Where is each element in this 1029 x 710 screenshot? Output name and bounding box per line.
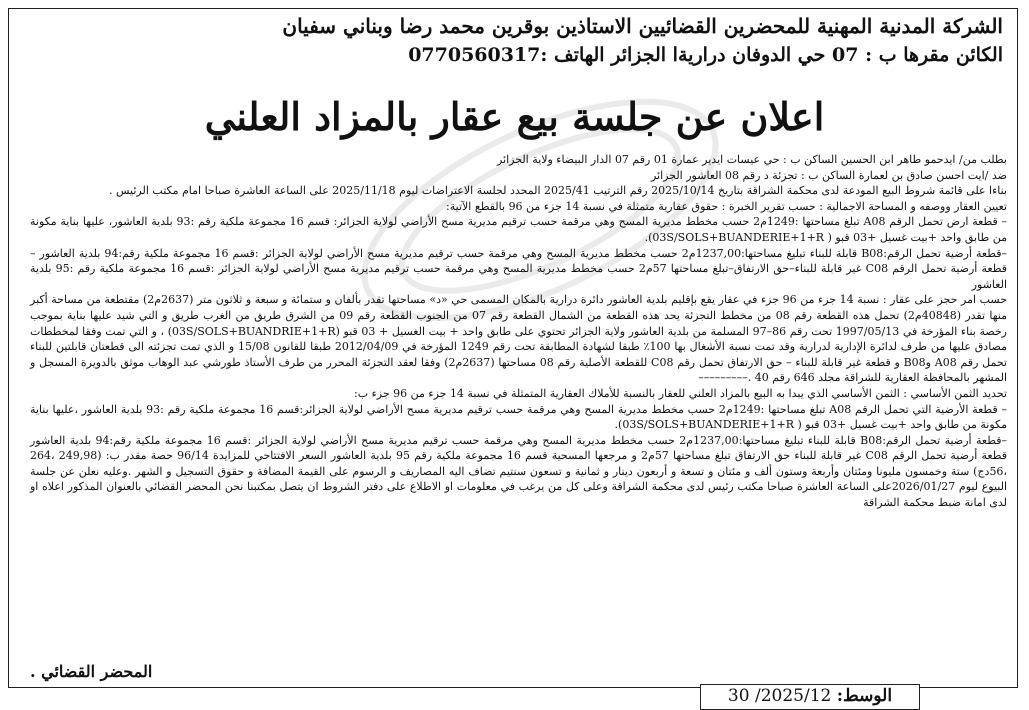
plot-a08-paragraph: – قطعة ارض تحمل الرقم A08 تبلغ مساحتها :1249م2 حسب مخطط مديرية المسح وهي مرقمة حسب ترقيم مديرية مسح الأراضي لولاية الجزائر: قسم 16 مجموعة ملكية رقم :93 بلدية العاشور، عليها بناية مكونة من طابق واحد +بيت غسيل +03 قبو ( 03S/SOLS+BUANDERIE+1+R). <box>30 215 1008 244</box>
header-address-phone: الكائن مقرها ب : 07 حي الدوفان دراريةا الجزائر الهاتف :0770560317 <box>408 44 1003 66</box>
publication-date: 2025/12/ 30 <box>727 686 832 706</box>
newspaper-label: الوسط: <box>836 686 893 706</box>
price-plot-b08-paragraph: –قطعة أرضية تحمل الرقم:B08 قابلة للبناء تبليغ مساحتها:1237,00م2 حسب مخطط مديرية المسح وهي مرقمة حسب ترقيم مديرية مسح الأراضي لولاية الجزائر :قسم 16 مجموعة ملكية رقم:94 بلدية العاشور قطعة أرضية تحمل الرقم C08 غير قابلة للبناء حق الارتفاق تبلغ مساحتها 57م2 و مرجعها المسحية قسم 16 مجموعة ملكية رقم 95 بلدية العاشور السعر الافتتاحي للمزايدة 96/14 حصة مقدر ب: (249,98 ،264 ،56دج) ستة وخمسون مليونا ومئتان وأربعة وستون ألف و مئتان و تسعة و أربعون دينار و ثمانية و تسعون سنتيم تضاف اليه المصاريف و الرسوم على القيمة المضافة و حقوق التسجيل و الشهر .وعليه نعلن عن جلسة البيوع ليوم 2026/01/27على الساعة العاشرة صباحا مكتب رئيس لدى محكمة الشراقة وعلى كل من يرغب في معلومات او الاطلاع على دفتر الشروط ان يتصل بمكتبنا نحن المحضر القضائي بالعنوان المذكور اعلاه او لدى امانة ضبط محكمة الشراقة <box>30 433 1007 510</box>
price-plot-a08-paragraph: – قطعة الأرضية التي تحمل الرقم A08 تبلغ مساحتها :1249م2 حسب مخطط مديرية المسح وهي مرقمة حسب ترقيم مديرية مسح الأراضي لولاية الجزائر:قسم 16 مجموعة ملكية رقم :93 بلدية العاشور ،عليها بناية مكونة من طابق واحد +بيت غسيل +03 قبو ( 03S/SOLS+BUANDERIE+1+R). <box>30 402 1008 432</box>
publication-date-box <box>700 684 920 710</box>
requester-paragraph: بطلب من/ ايدحمو طاهر ابن الحسين الساكن ب : حي عيسات ايدير عمارة 01 رقم 07 الدار البيضاء ولاية الجزائر <box>496 153 1007 166</box>
seizure-order-paragraph: حسب امر حجز على عقار : نسبة 14 جزء من 96 جزء في عقار يقع بإقليم بلدية العاشور دائرة درارية بالمكان المسمى حي «د» مساحتها تقدر بألفان و ستمائة و سبعة و ثلاثون متر (2637م2) مقتطعة من مساحة أكبر منها تقدر (40848م2) تحمل هذه القطعة رقم 08 من مخطط التجزئة يحد هذه القطعة من الشمال القطعة رقم 07 من الجنوب القطعة رقم 09 من الشرق طريق من الغرب طريق و التي شيد عليها بناية بموجب رخصة بناء المؤرخة في 1997/05/13 تحت رقم 86–97 المسلمة من بلدية العاشور ولاية الجزائر تحتوي على طابق واحد + بيت الغسيل + 03 قبو (03S/SOLS+BUANDRIE+1+R) ، و التي تمت وفقا لمخططات مصادق عليها من طرف لدائرة الإدارية لدرارية وقد تمت نسبة الأشغال بها 100٪ طبقا لشهادة المطابقة تحت رقم 1249 المؤرخة في 2012/04/09 طبقا للقانون 15/08 و الذي تمت تجزئته الى قطعتان قابلتين للبناء تحمل رقم A08 وB08 و قطعة غير قابلة للبناء – حق الارتفاق تحمل رقم C08 للقطعة الأصلية رقم 08 مساحتها (2637م2) وفقا لعقد التجزئة المحرر من طرف الأستاذ طورشي عبد الوهاب موثق بالدويرة المسجل و المشهر بالمحافظة العقارية للشراقة مجلد 646 رقم 40 .––––––––– <box>30 293 1008 385</box>
plot-b08-c08-paragraph: –قطعة أرضية تحمل الرقم:B08 قابلة للبناء تبليغ مساحتها:1237,00م2 حسب مخطط مديرية المسح وهي مرقمة حسب ترقيم مديرية مسح الأراضي لولاية الجزائر :قسم 16 مجموعة ملكية رقم:94 بلدية العاشور –قطعة أرضية تحمل الرقم C08 غير قابلة للبناء–حق الارتفاق–تبلغ مساحتها 57م2 حسب مخطط مديرية المسح وهي مرقمة حسب ترقيم مديرية مسح الأراضي لولاية الجزائر :قسم 16 مجموعة ملكية رقم :95 بلدية العاشور <box>30 246 1008 291</box>
defendant-paragraph: ضد /ايت احسن صادق بن لعمارة الساكن ب : تجزئة د رقم 08 العاشور الجزائر <box>650 168 1007 182</box>
property-description-intro: تعيين العقار ووصفه و المساحة الاجمالية : حسب تقرير الخبرة : حقوق عقارية متمثلة في نسبة 14 جزء من 96 بالقطع الآتية: <box>446 199 1007 213</box>
header-company-name: الشركة المدنية المهنية للمحضرين القضائيين الاستاذين بوقرين محمد رضا وبناني سفيان <box>282 14 1003 38</box>
base-price-intro: تحديد الثمن الأساسي : الثمن الأساسي الذي يبدا به البيع بالمزاد العلني للعقار بالنسبة للأملاك العقارية المتمثلة في نسبة 14 جزء من 96 جزء ب: <box>354 386 1007 400</box>
announcement-body <box>30 152 1007 511</box>
basis-paragraph: بناءا على قائمة شروط البيع المودعة لدى محكمة الشراقة بتاريخ 2025/10/14 رقم الترتيب 2025/41 المحدد لجلسة الاعتراضات ليوم 2025/11/18 على الساعة العاشرة صباحا امام مكتب الرئيس . <box>109 184 1007 198</box>
signature-text: المحضر القضائي . <box>30 662 153 681</box>
page-title: اعلان عن جلسة بيع عقار بالمزاد العلني <box>204 94 825 139</box>
